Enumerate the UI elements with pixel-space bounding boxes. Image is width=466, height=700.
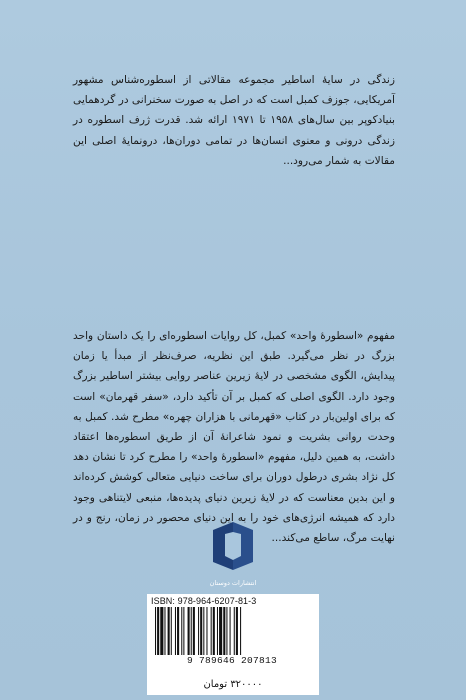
intro-paragraph: زندگی در سایهٔ اساطیر مجموعه مقالاتی از اسطوره‌شناس مشهور آمریکایی، جوزف کمبل است که در اصل به صورت سخنرانی در گردهمایی بنیادکوپر بین سال‌های ۱۹۵۸ تا ۱۹۷۱ ارائه شد. قدرت ژرف اسطوره در زندگی درونی و معنوی انسان‌ها در تمامی دوران‌ها، درونمایهٔ اصلی این مقالات به شمار می‌رود... [73,74,395,167]
body-paragraph: مفهوم «اسطورهٔ واحد» کمبل، کل روایات اسطوره‌ای را یک داستان واحد بزرگ در نظر می‌گیرد. طبق این نظریه، صرف‌نظر از مبدأ یا زمان پیدایش، الگوی مشخصی در لایهٔ زیرین عناصر روایی بیشتر اساطیر بزرگ وجود دارد. الگوی اصلی که کمبل بر آن تأکید دارد، «سفر قهرمان» است که برای اولین‌بار در کتاب «قهرمانی با هزاران چهره» مطرح شد. کمبل به وحدت روانی بشریت و نمود شاعرانهٔ آن از طریق اسطوره‌ها اعتقاد داشت، به همین دلیل، مفهوم «اسطورهٔ واحد» را مطرح کرد تا نشان دهد کل نژاد بشری درطول دوران برای ساخت دنیایی متعالی کوشش کرده‌اند و این بدین معناست که در لایهٔ زیرین دنیای پدیده‌ها، منبعی لایتناهی وجود دارد که همیشه انرژی‌های خود را به این دنیای محصور در زمان، رنج و در نهایت مرگ، ساطع می‌کند... [73,330,395,545]
barcode-icon [153,607,311,655]
publisher-logo-icon [197,520,269,578]
isbn-label: ISBN: 978-964-6207-81-3 [151,596,257,606]
barcode-digits: 9 789646 207813 [186,655,277,666]
price-label: ۳۲۰۰۰۰ تومان [147,677,319,695]
publisher-name: انتشارات دوستان [209,579,257,587]
isbn-barcode-box [147,594,319,677]
publisher-logo [197,520,269,590]
